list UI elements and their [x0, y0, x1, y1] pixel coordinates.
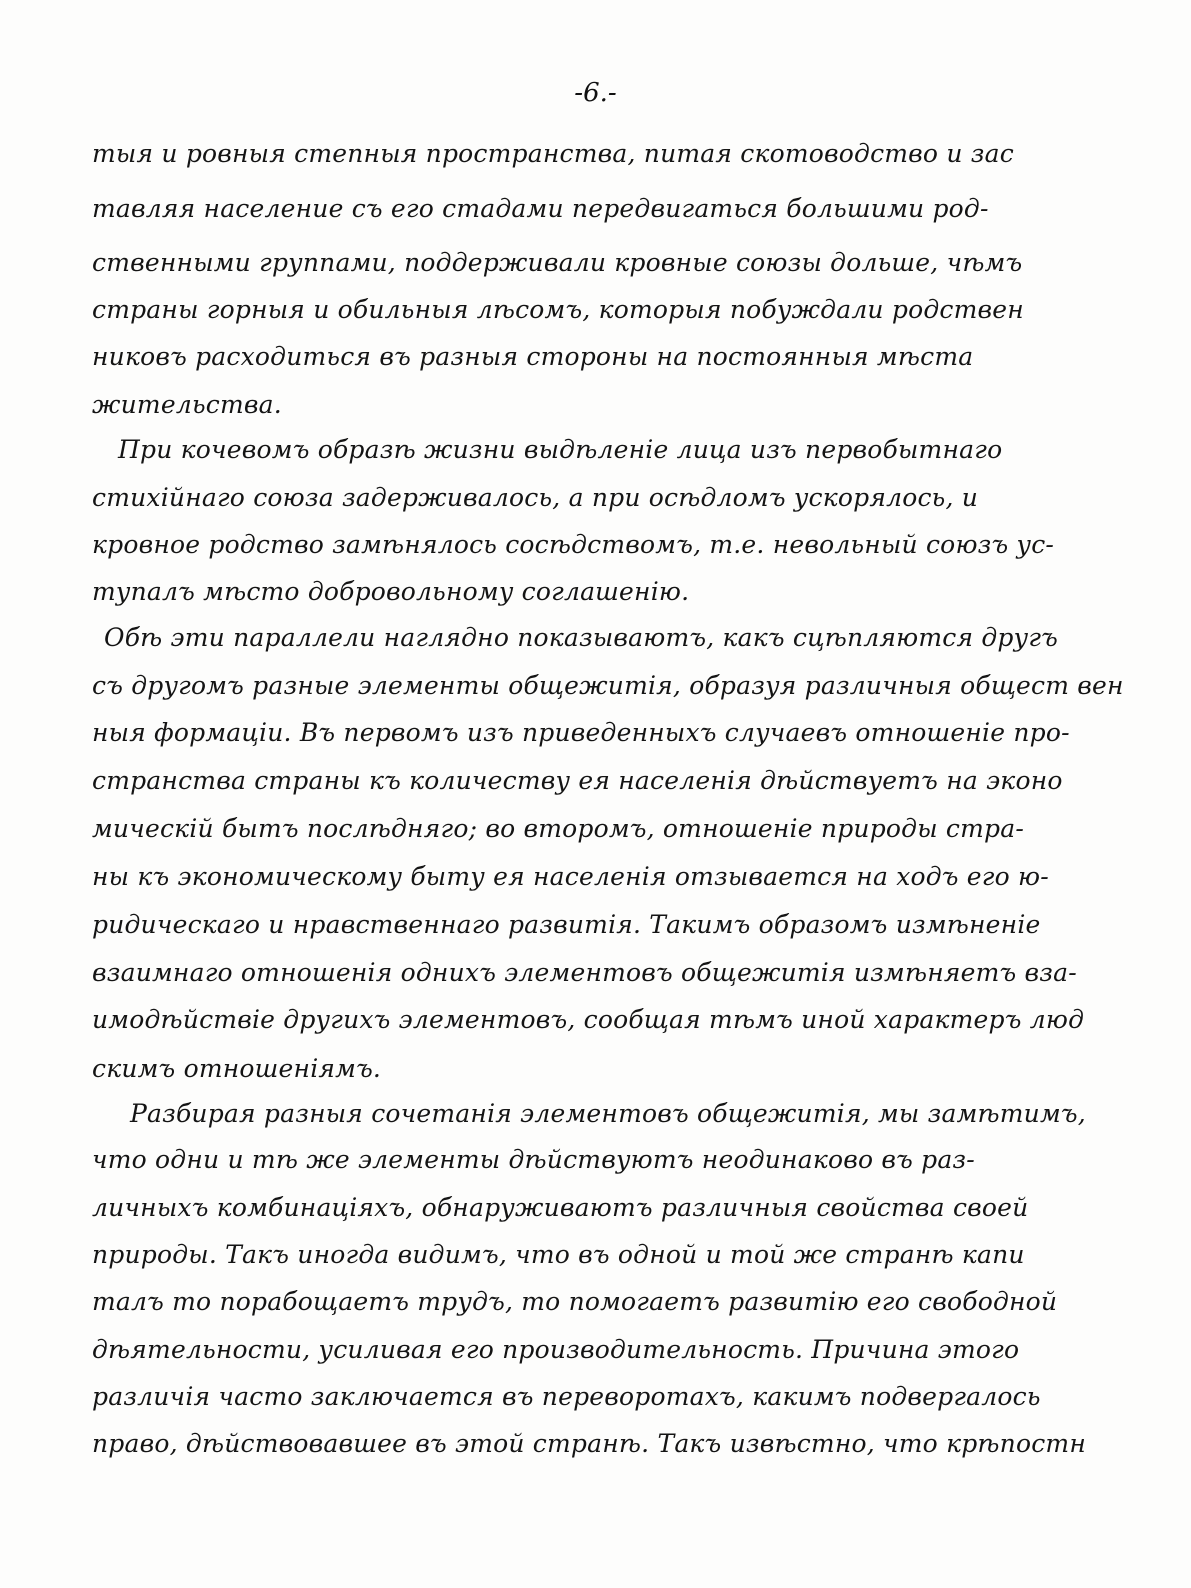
text-line: тавляя население съ его стадами передвигаться большими род-	[92, 194, 989, 223]
text-line: право, дѣйствовавшее въ этой странѣ. Такъ извѣстно, что крѣпостн	[92, 1429, 1087, 1458]
text-line: скимъ отношеніямъ.	[92, 1054, 382, 1083]
text-line: ственными группами, поддерживали кровные союзы дольше, чѣмъ	[92, 248, 1023, 277]
page-number: -6.-	[574, 78, 617, 108]
text-line: ридическаго и нравственнаго развитія. Такимъ образомъ измѣненіе	[92, 910, 1041, 939]
text-line: личныхъ комбинаціяхъ, обнаруживаютъ различныя свойства своей	[92, 1193, 1029, 1222]
text-line: взаимнаго отношенія однихъ элементовъ общежитія измѣняетъ вза-	[92, 958, 1077, 987]
text-line: что одни и тѣ же элементы дѣйствуютъ неодинаково въ раз-	[92, 1145, 975, 1174]
text-line: При кочевомъ образѣ жизни выдѣленіе лица изъ первобытнаго	[118, 435, 1003, 464]
text-line: съ другомъ разные элементы общежитія, образуя различныя общест вен	[92, 671, 1124, 700]
text-line: ны къ экономическому быту ея населенія отзывается на ходъ его ю-	[92, 862, 1049, 891]
text-line: различія часто заключается въ переворотахъ, какимъ подвергалось	[92, 1382, 1041, 1411]
text-line: стихійнаго союза задерживалось, а при осѣдломъ ускорялось, и	[92, 483, 979, 512]
text-line: Обѣ эти параллели наглядно показываютъ, какъ сцѣпляются другъ	[104, 623, 1059, 652]
text-line: жительства.	[92, 390, 282, 419]
text-line: Разбирая разныя сочетанія элементовъ общежитія, мы замѣтимъ,	[130, 1099, 1086, 1128]
text-line: странства страны къ количеству ея населенія дѣйствуетъ на эконо	[92, 766, 1063, 795]
text-line: дѣятельности, усиливая его производительность. Причина этого	[92, 1335, 1020, 1364]
text-line: страны горныя и обильныя лѣсомъ, которыя побуждали родствен	[92, 295, 1024, 324]
text-line: тыя и ровныя степныя пространства, питая скотоводство и зас	[92, 139, 1014, 168]
text-line: никовъ расходиться въ разныя стороны на постоянныя мѣста	[92, 342, 974, 371]
text-line: мическій бытъ послѣдняго; во второмъ, отношеніе природы стра-	[92, 814, 1024, 843]
text-line: тупалъ мѣсто добровольному соглашенію.	[92, 577, 690, 606]
text-line: природы. Такъ иногда видимъ, что въ одной и той же странѣ капи	[92, 1240, 1025, 1269]
text-line: имодѣйствіе другихъ элементовъ, сообщая тѣмъ иной характеръ люд	[92, 1005, 1085, 1034]
text-line: ныя формаціи. Въ первомъ изъ приведенныхъ случаевъ отношеніе про-	[92, 718, 1070, 747]
text-line: кровное родство замѣнялось сосѣдствомъ, т.е. невольный союзъ ус-	[92, 530, 1055, 559]
text-line: талъ то порабощаетъ трудъ, то помогаетъ развитію его свободной	[92, 1287, 1058, 1316]
